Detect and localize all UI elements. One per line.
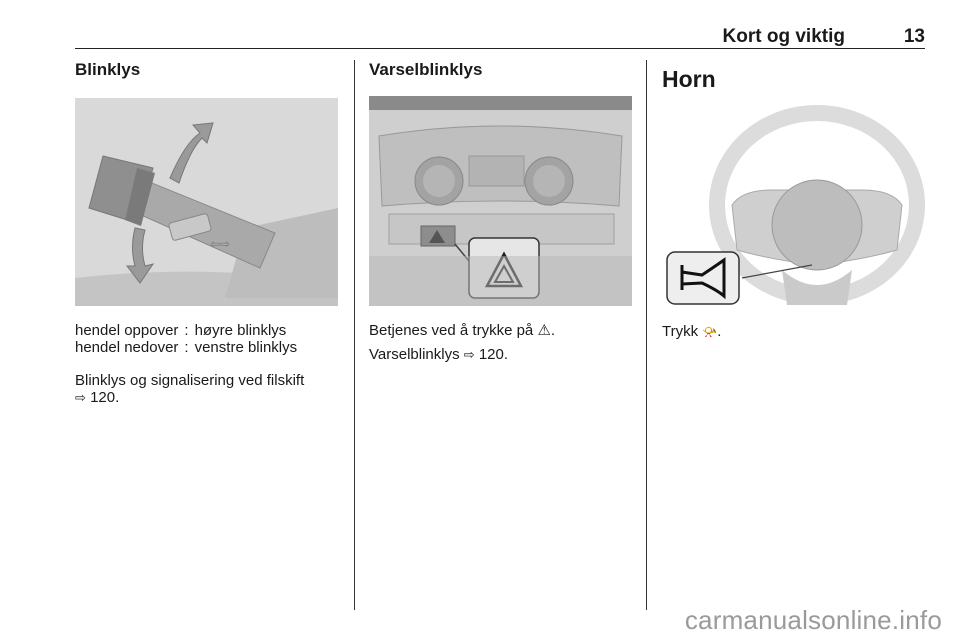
page-reference[interactable]: 120. [478, 346, 509, 363]
reference-arrow-icon: ⇨ [75, 390, 86, 405]
reference-arrow-icon: ⇨ [463, 347, 475, 362]
page-reference[interactable]: 120. [90, 389, 120, 406]
column-blinklys [75, 60, 140, 80]
table-row: hendel nedover : venstre blinklys [75, 339, 298, 356]
lever-directions [75, 322, 297, 356]
watermark: carmanualsonline.info [684, 605, 942, 635]
svg-text:⇦⇨: ⇦⇨ [210, 237, 231, 251]
heading-horn: Horn [662, 66, 716, 92]
page-number: 13 [903, 26, 925, 47]
column-divider-1 [354, 60, 355, 610]
column-varselblinklys [369, 60, 482, 80]
hazard-reference: Varselblinklys ⇨ 120. [369, 346, 509, 363]
section-title: Kort og viktig [722, 26, 845, 47]
column-horn [662, 66, 716, 93]
horn-instruction: Trykk 📯. [662, 323, 722, 340]
hazard-instruction: Betjenes ved å trykke på ⚠. [369, 322, 556, 339]
heading-blinklys: Blinklys [75, 60, 141, 79]
horn-icon: 📯 [702, 325, 718, 339]
steering-wheel-illustration [662, 100, 925, 310]
page-header [75, 22, 925, 49]
hazard-switch-illustration [369, 96, 632, 306]
lane-change-note: Blinklys og signalisering ved filskift ⇨ 120. [75, 372, 305, 406]
table-row: hendel oppover : høyre blinklys [75, 322, 287, 339]
turn-signal-lever-illustration [75, 98, 338, 306]
hazard-warning-icon: ⚠ [537, 322, 551, 339]
heading-varselblinklys: Varselblinklys [369, 60, 483, 79]
column-divider-2 [646, 60, 647, 610]
